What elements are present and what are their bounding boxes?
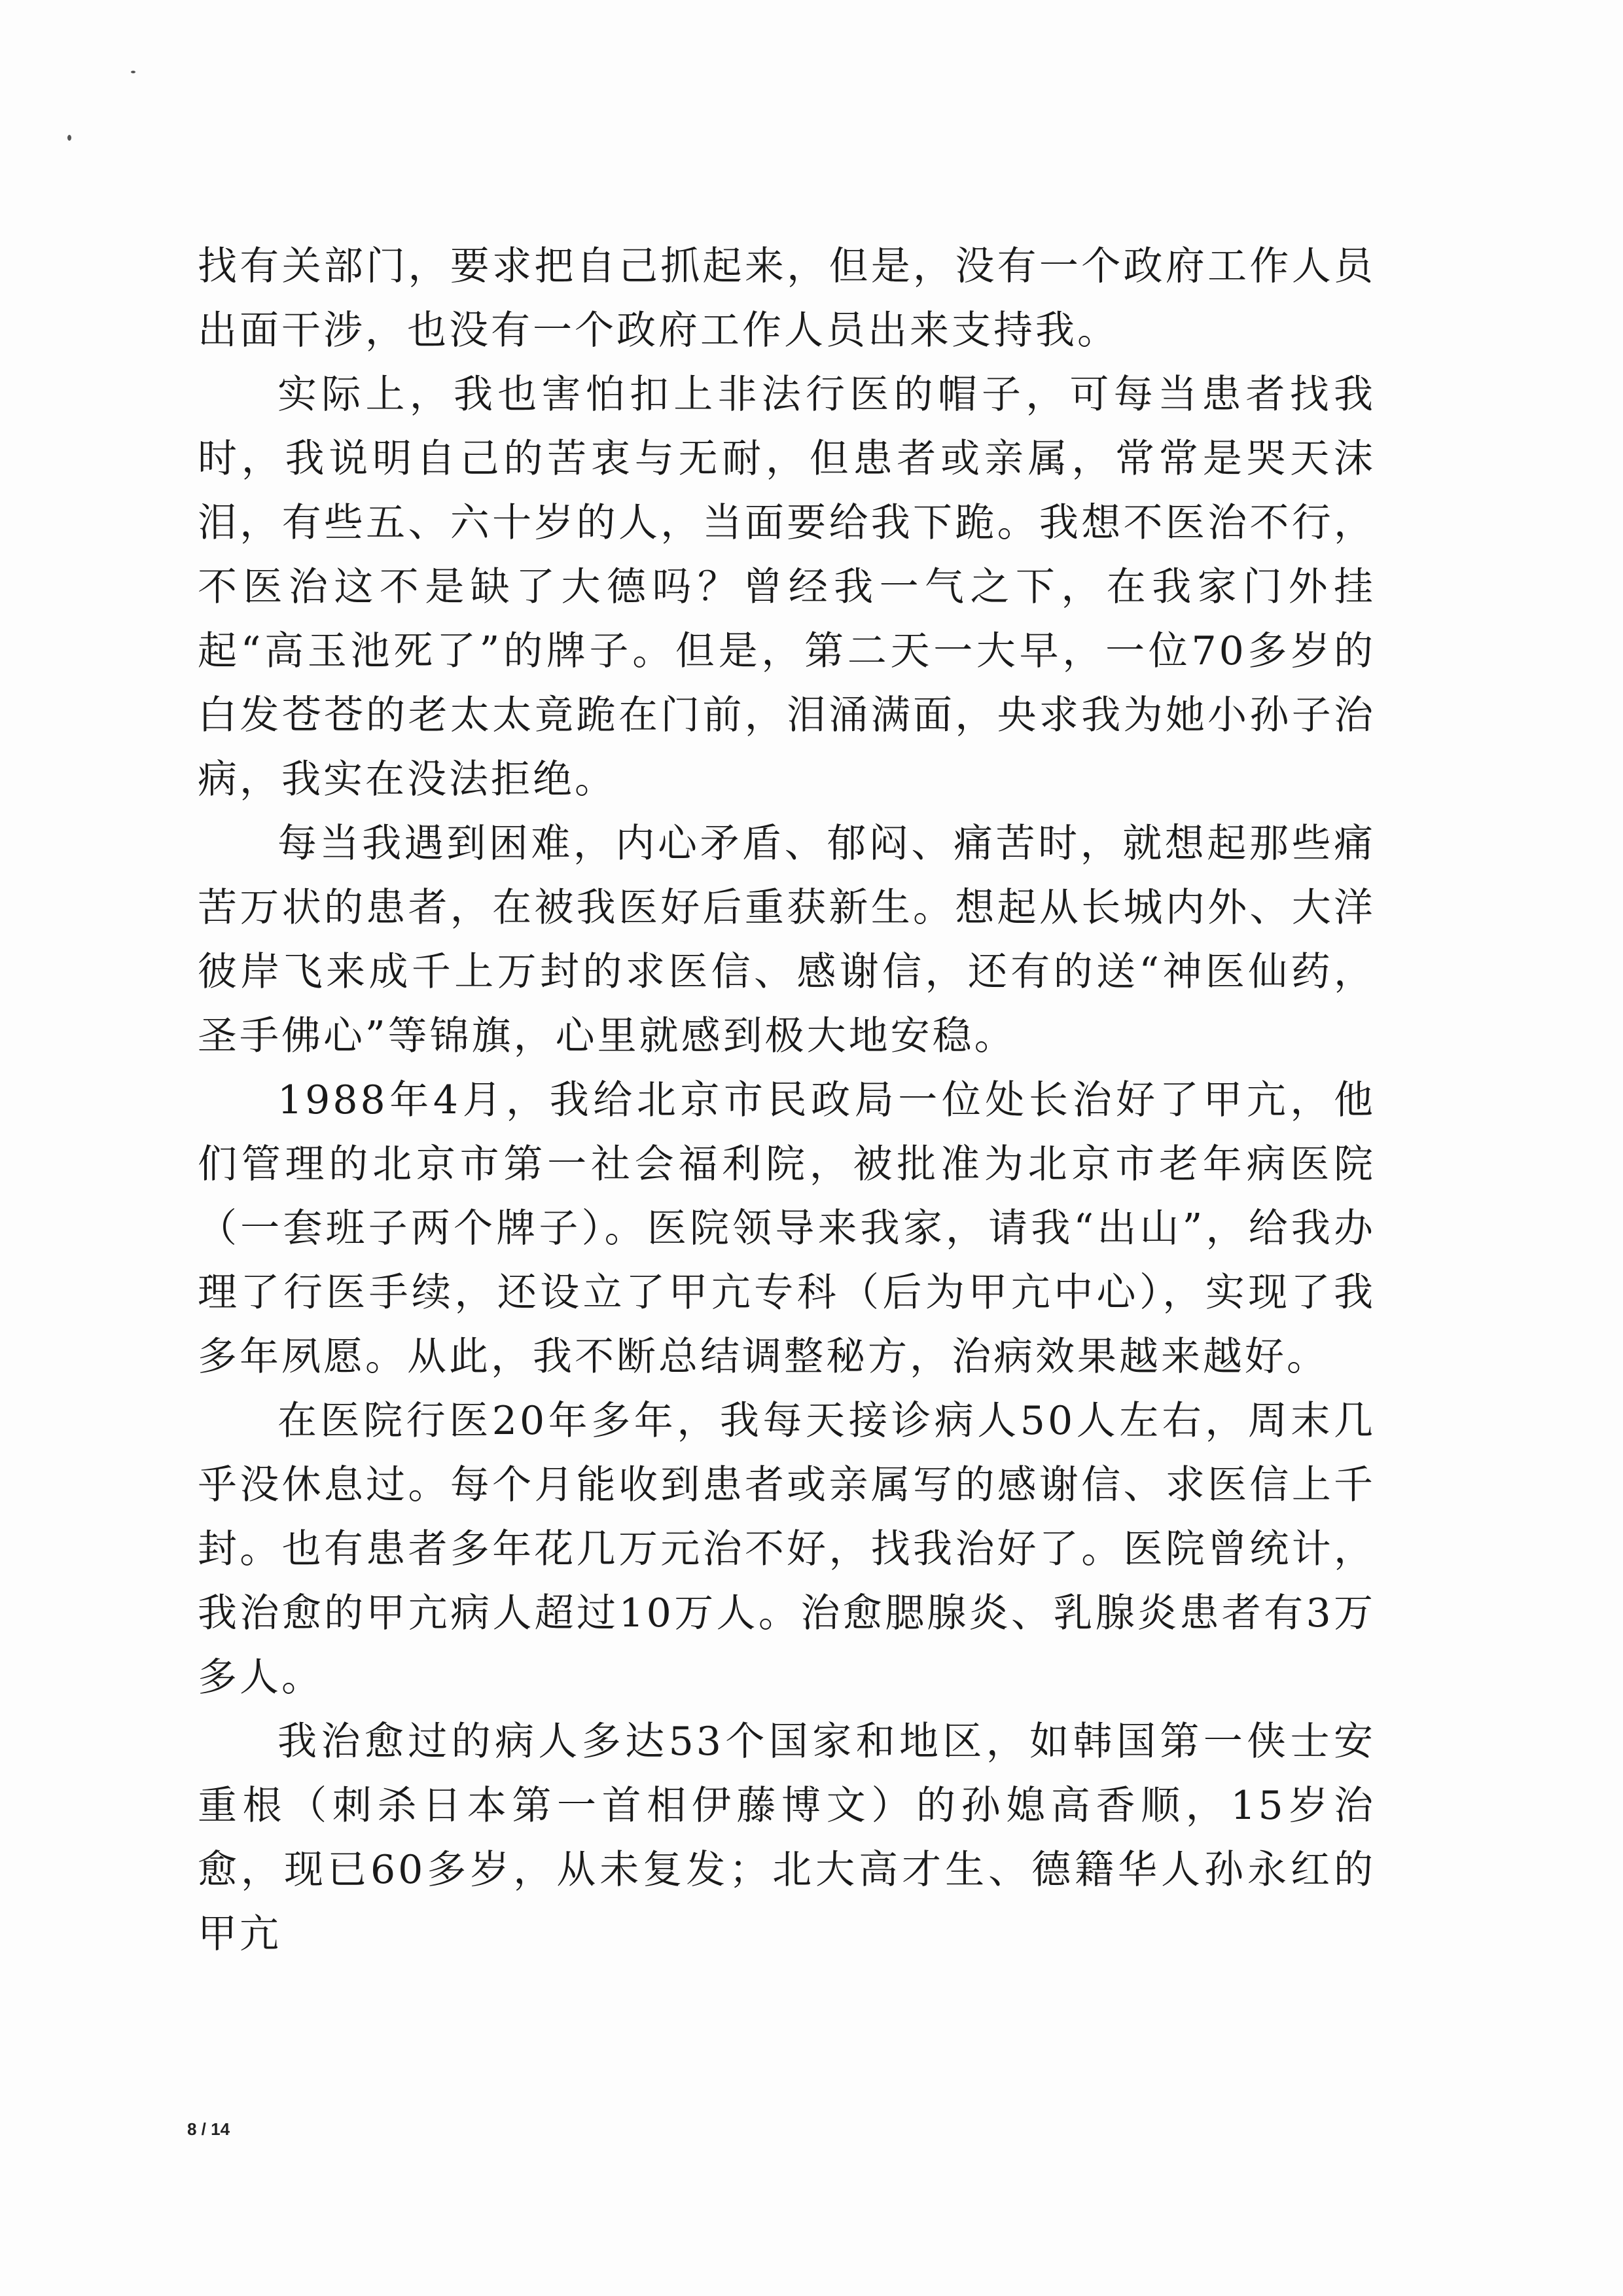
paragraph: 在医院行医20年多年，我每天接诊病人50人左右，周末几乎没休息过。每个月能收到患者或亲属写的感谢信、求医信上千封。也有患者多年花几万元治不好，找我治好了。医院曾统计，我治愈的甲亢病人超过10万人。治愈腮腺炎、乳腺炎患者有3万多人。 [198,1398,1376,1700]
page-number: 8 / 14 [187,2119,230,2139]
paragraph: 实际上，我也害怕扣上非法行医的帽子，可每当患者找我时，我说明自己的苦衷与无耐，但患者或亲属，常常是哭天沫泪，有些五、六十岁的人，当面要给我下跪。我想不医治不行，不医治这不是缺了大德吗？曾经我一气之下，在我家门外挂起“高玉池死了”的牌子。但是，第二天一大早，一位70多岁的白发苍苍的老太太竟跪在门前，泪涌满面，央求我为她小孙子治病，我实在没法拒绝。 [198,372,1376,802]
paragraph: 每当我遇到困难，内心矛盾、郁闷、痛苦时，就想起那些痛苦万状的患者，在被我医好后重获新生。想起从长城内外、大洋彼岸飞来成千上万封的求医信、感谢信，还有的送“神医仙药，圣手佛心”等锦旗，心里就感到极大地安稳。 [198,821,1376,1059]
document-body [198,234,1376,1966]
scan-speck [67,135,71,141]
scan-speck [131,71,135,73]
paragraph: 我治愈过的病人多达53个国家和地区，如韩国第一侠士安重根（刺杀日本第一首相伊藤博文）的孙媳高香顺，15岁治愈，现已60多岁，从未复发；北大高才生、德籍华人孙永红的甲亢 [198,1719,1376,1957]
paragraph: 1988年4月，我给北京市民政局一位处长治好了甲亢，他们管理的北京市第一社会福利院，被批准为北京市老年病医院（一套班子两个牌子）。医院领导来我家，请我“出山”，给我办理了行医手续，还设立了甲亢专科（后为甲亢中心），实现了我多年夙愿。从此，我不断总结调整秘方，治病效果越来越好。 [198,1077,1376,1380]
paragraph-continued: 找有关部门，要求把自己抓起来，但是，没有一个政府工作人员出面干涉，也没有一个政府工作人员出来支持我。 [198,243,1376,353]
